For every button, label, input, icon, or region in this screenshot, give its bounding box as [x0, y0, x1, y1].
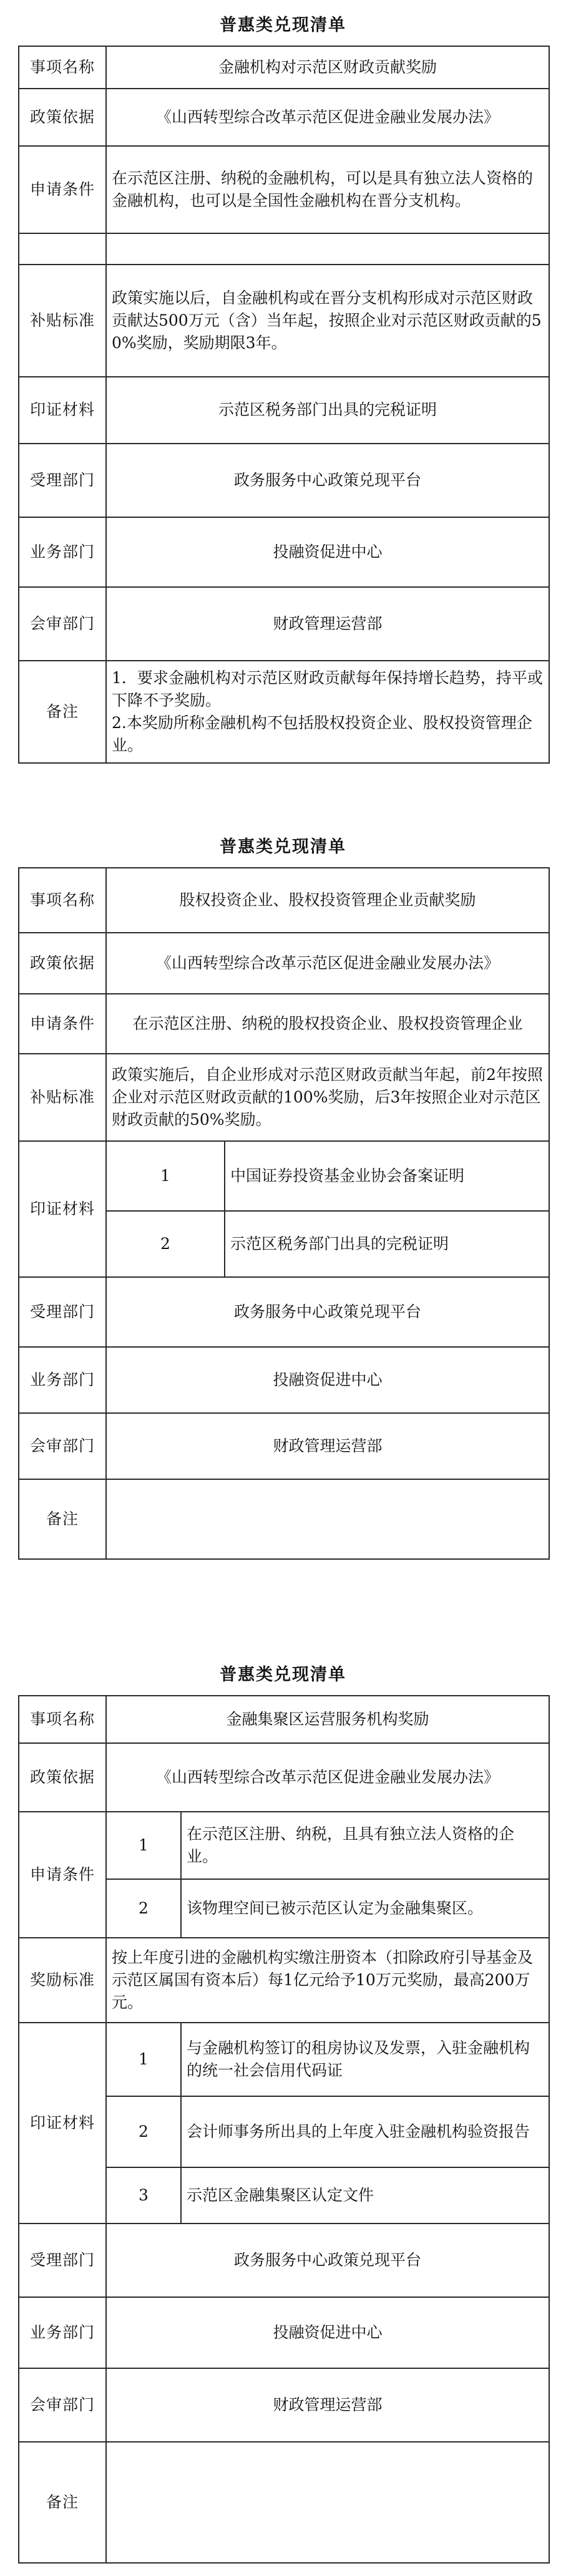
remarks-label: 备注 — [19, 2442, 106, 2563]
materials-value: 示范区税务部门出具的完税证明 — [106, 377, 549, 444]
materials-label: 印证材料 — [19, 2023, 106, 2224]
row-subsidy-standard — [19, 1054, 549, 1141]
item-name-label: 事项名称 — [19, 868, 106, 933]
row-item-name — [19, 46, 549, 89]
material-1-text: 与金融机构签订的租房协议及发票，入驻金融机构的统一社会信用代码证 — [181, 2023, 549, 2096]
policy-basis-label: 政策依据 — [19, 933, 106, 994]
business-dept-label: 业务部门 — [19, 2297, 106, 2368]
policy-basis-value: 《山西转型综合改革示范区促进金融业发展办法》 — [106, 89, 549, 146]
policy-basis-label: 政策依据 — [19, 89, 106, 146]
materials-label: 印证材料 — [19, 1141, 106, 1277]
materials-label: 印证材料 — [19, 377, 106, 444]
remarks-label: 备注 — [19, 661, 106, 763]
row-policy-basis — [19, 1743, 549, 1812]
accepting-dept-value: 政务服务中心政策兑现平台 — [106, 444, 549, 517]
row-remarks — [19, 661, 549, 763]
row-remarks — [19, 1479, 549, 1559]
row-business-dept — [19, 517, 549, 587]
row-review-dept — [19, 2368, 549, 2442]
policy-basis-label: 政策依据 — [19, 1743, 106, 1812]
row-accepting-dept — [19, 1277, 549, 1347]
review-dept-label: 会审部门 — [19, 587, 106, 661]
row-business-dept — [19, 1347, 549, 1413]
review-dept-value: 财政管理运营部 — [106, 2368, 549, 2442]
condition-1-number: 1 — [106, 1812, 181, 1879]
row-conditions — [19, 146, 549, 233]
policy-basis-value: 《山西转型综合改革示范区促进金融业发展办法》 — [106, 933, 549, 994]
subsidy-standard-label: 补贴标准 — [19, 1054, 106, 1141]
material-3-number: 3 — [106, 2167, 181, 2224]
business-dept-label: 业务部门 — [19, 517, 106, 587]
item-name-label: 事项名称 — [19, 1696, 106, 1743]
material-2-text: 会计师事务所出具的上年度入驻金融机构验资报告 — [181, 2096, 549, 2167]
row-conditions — [19, 994, 549, 1054]
review-dept-label: 会审部门 — [19, 1413, 106, 1479]
material-2-number: 2 — [106, 1211, 225, 1277]
condition-1-text: 在示范区注册、纳税，且具有独立法人资格的企业。 — [181, 1812, 549, 1879]
business-dept-value: 投融资促进中心 — [106, 517, 549, 587]
row-subsidy-standard — [19, 265, 549, 377]
subsidy-standard-value: 政策实施以后，自金融机构或在晋分支机构形成对示范区财政贡献达500万元（含）当年起，按照企业对示范区财政贡献的50%奖励，奖励期限3年。 — [106, 265, 549, 377]
material-2-text: 示范区税务部门出具的完税证明 — [225, 1211, 549, 1277]
conditions-label: 申请条件 — [19, 1812, 106, 1938]
remarks-value — [106, 661, 549, 763]
business-dept-value: 投融资促进中心 — [106, 2297, 549, 2368]
review-dept-value: 财政管理运营部 — [106, 587, 549, 661]
accepting-dept-label: 受理部门 — [19, 2224, 106, 2297]
row-item-name — [19, 868, 549, 933]
business-dept-label: 业务部门 — [19, 1347, 106, 1413]
item-name-value: 股权投资企业、股权投资管理企业贡献奖励 — [106, 868, 549, 933]
accepting-dept-label: 受理部门 — [19, 444, 106, 517]
section-1-table — [18, 46, 550, 764]
item-name-value: 金融集聚区运营服务机构奖励 — [106, 1696, 549, 1743]
conditions-value: 在示范区注册、纳税的金融机构，可以是具有独立法人资格的金融机构，也可以是全国性金融机构在晋分支机构。 — [106, 146, 549, 233]
row-reward-standard — [19, 1938, 549, 2023]
remarks-label: 备注 — [19, 1479, 106, 1559]
section-3-table — [18, 1695, 550, 2564]
accepting-dept-value: 政务服务中心政策兑现平台 — [106, 1277, 549, 1347]
remarks-value — [106, 1479, 549, 1559]
condition-2-text: 该物理空间已被示范区认定为金融集聚区。 — [181, 1879, 549, 1938]
remarks-value — [106, 2442, 549, 2563]
material-3-text: 示范区金融集聚区认定文件 — [181, 2167, 549, 2224]
subsidy-standard-value: 政策实施后，自企业形成对示范区财政贡献当年起，前2年按照企业对示范区财政贡献的100%奖励，后3年按照企业对示范区财政贡献的50%奖励。 — [106, 1054, 549, 1141]
row-review-dept — [19, 587, 549, 661]
section-1-title: 普惠类兑现清单 — [220, 16, 346, 35]
row-review-dept — [19, 1413, 549, 1479]
material-1-number: 1 — [106, 2023, 181, 2096]
review-dept-value: 财政管理运营部 — [106, 1413, 549, 1479]
conditions-label: 申请条件 — [19, 146, 106, 233]
row-policy-basis — [19, 933, 549, 994]
item-name-label: 事项名称 — [19, 46, 106, 89]
reward-standard-label: 奖励标准 — [19, 1938, 106, 2023]
accepting-dept-value: 政务服务中心政策兑现平台 — [106, 2224, 549, 2297]
row-material-1 — [19, 1141, 549, 1211]
row-policy-basis — [19, 89, 549, 146]
reward-standard-value: 按上年度引进的金融机构实缴注册资本（扣除政府引导基金及示范区属国有资本后）每1亿元给予10万元奖励，最高200万元。 — [106, 1938, 549, 2023]
conditions-value: 在示范区注册、纳税的股权投资企业、股权投资管理企业 — [106, 994, 549, 1054]
accepting-dept-label: 受理部门 — [19, 1277, 106, 1347]
row-item-name — [19, 1696, 549, 1743]
section-2-table — [18, 867, 550, 1560]
item-name-value: 金融机构对示范区财政贡献奖励 — [106, 46, 549, 89]
row-spacer — [19, 233, 549, 265]
row-accepting-dept — [19, 444, 549, 517]
business-dept-value: 投融资促进中心 — [106, 1347, 549, 1413]
section-2-title: 普惠类兑现清单 — [220, 837, 346, 857]
material-2-number: 2 — [106, 2096, 181, 2167]
conditions-label: 申请条件 — [19, 994, 106, 1054]
condition-2-number: 2 — [106, 1879, 181, 1938]
row-remarks — [19, 2442, 549, 2563]
policy-basis-value: 《山西转型综合改革示范区促进金融业发展办法》 — [106, 1743, 549, 1812]
remark-line-1: 1．要求金融机构对示范区财政贡献每年保持增长趋势，持平或下降不予奖励。 — [112, 668, 543, 709]
material-1-number: 1 — [106, 1141, 225, 1211]
row-accepting-dept — [19, 2224, 549, 2297]
remark-line-2: 2.本奖励所称金融机构不包括股权投资企业、股权投资管理企业。 — [112, 714, 532, 755]
material-1-text: 中国证券投资基金业协会备案证明 — [225, 1141, 549, 1211]
row-material-1 — [19, 2023, 549, 2096]
row-condition-1 — [19, 1812, 549, 1879]
row-materials — [19, 377, 549, 444]
review-dept-label: 会审部门 — [19, 2368, 106, 2442]
row-business-dept — [19, 2297, 549, 2368]
section-3-title: 普惠类兑现清单 — [220, 1665, 346, 1684]
subsidy-standard-label: 补贴标准 — [19, 265, 106, 377]
